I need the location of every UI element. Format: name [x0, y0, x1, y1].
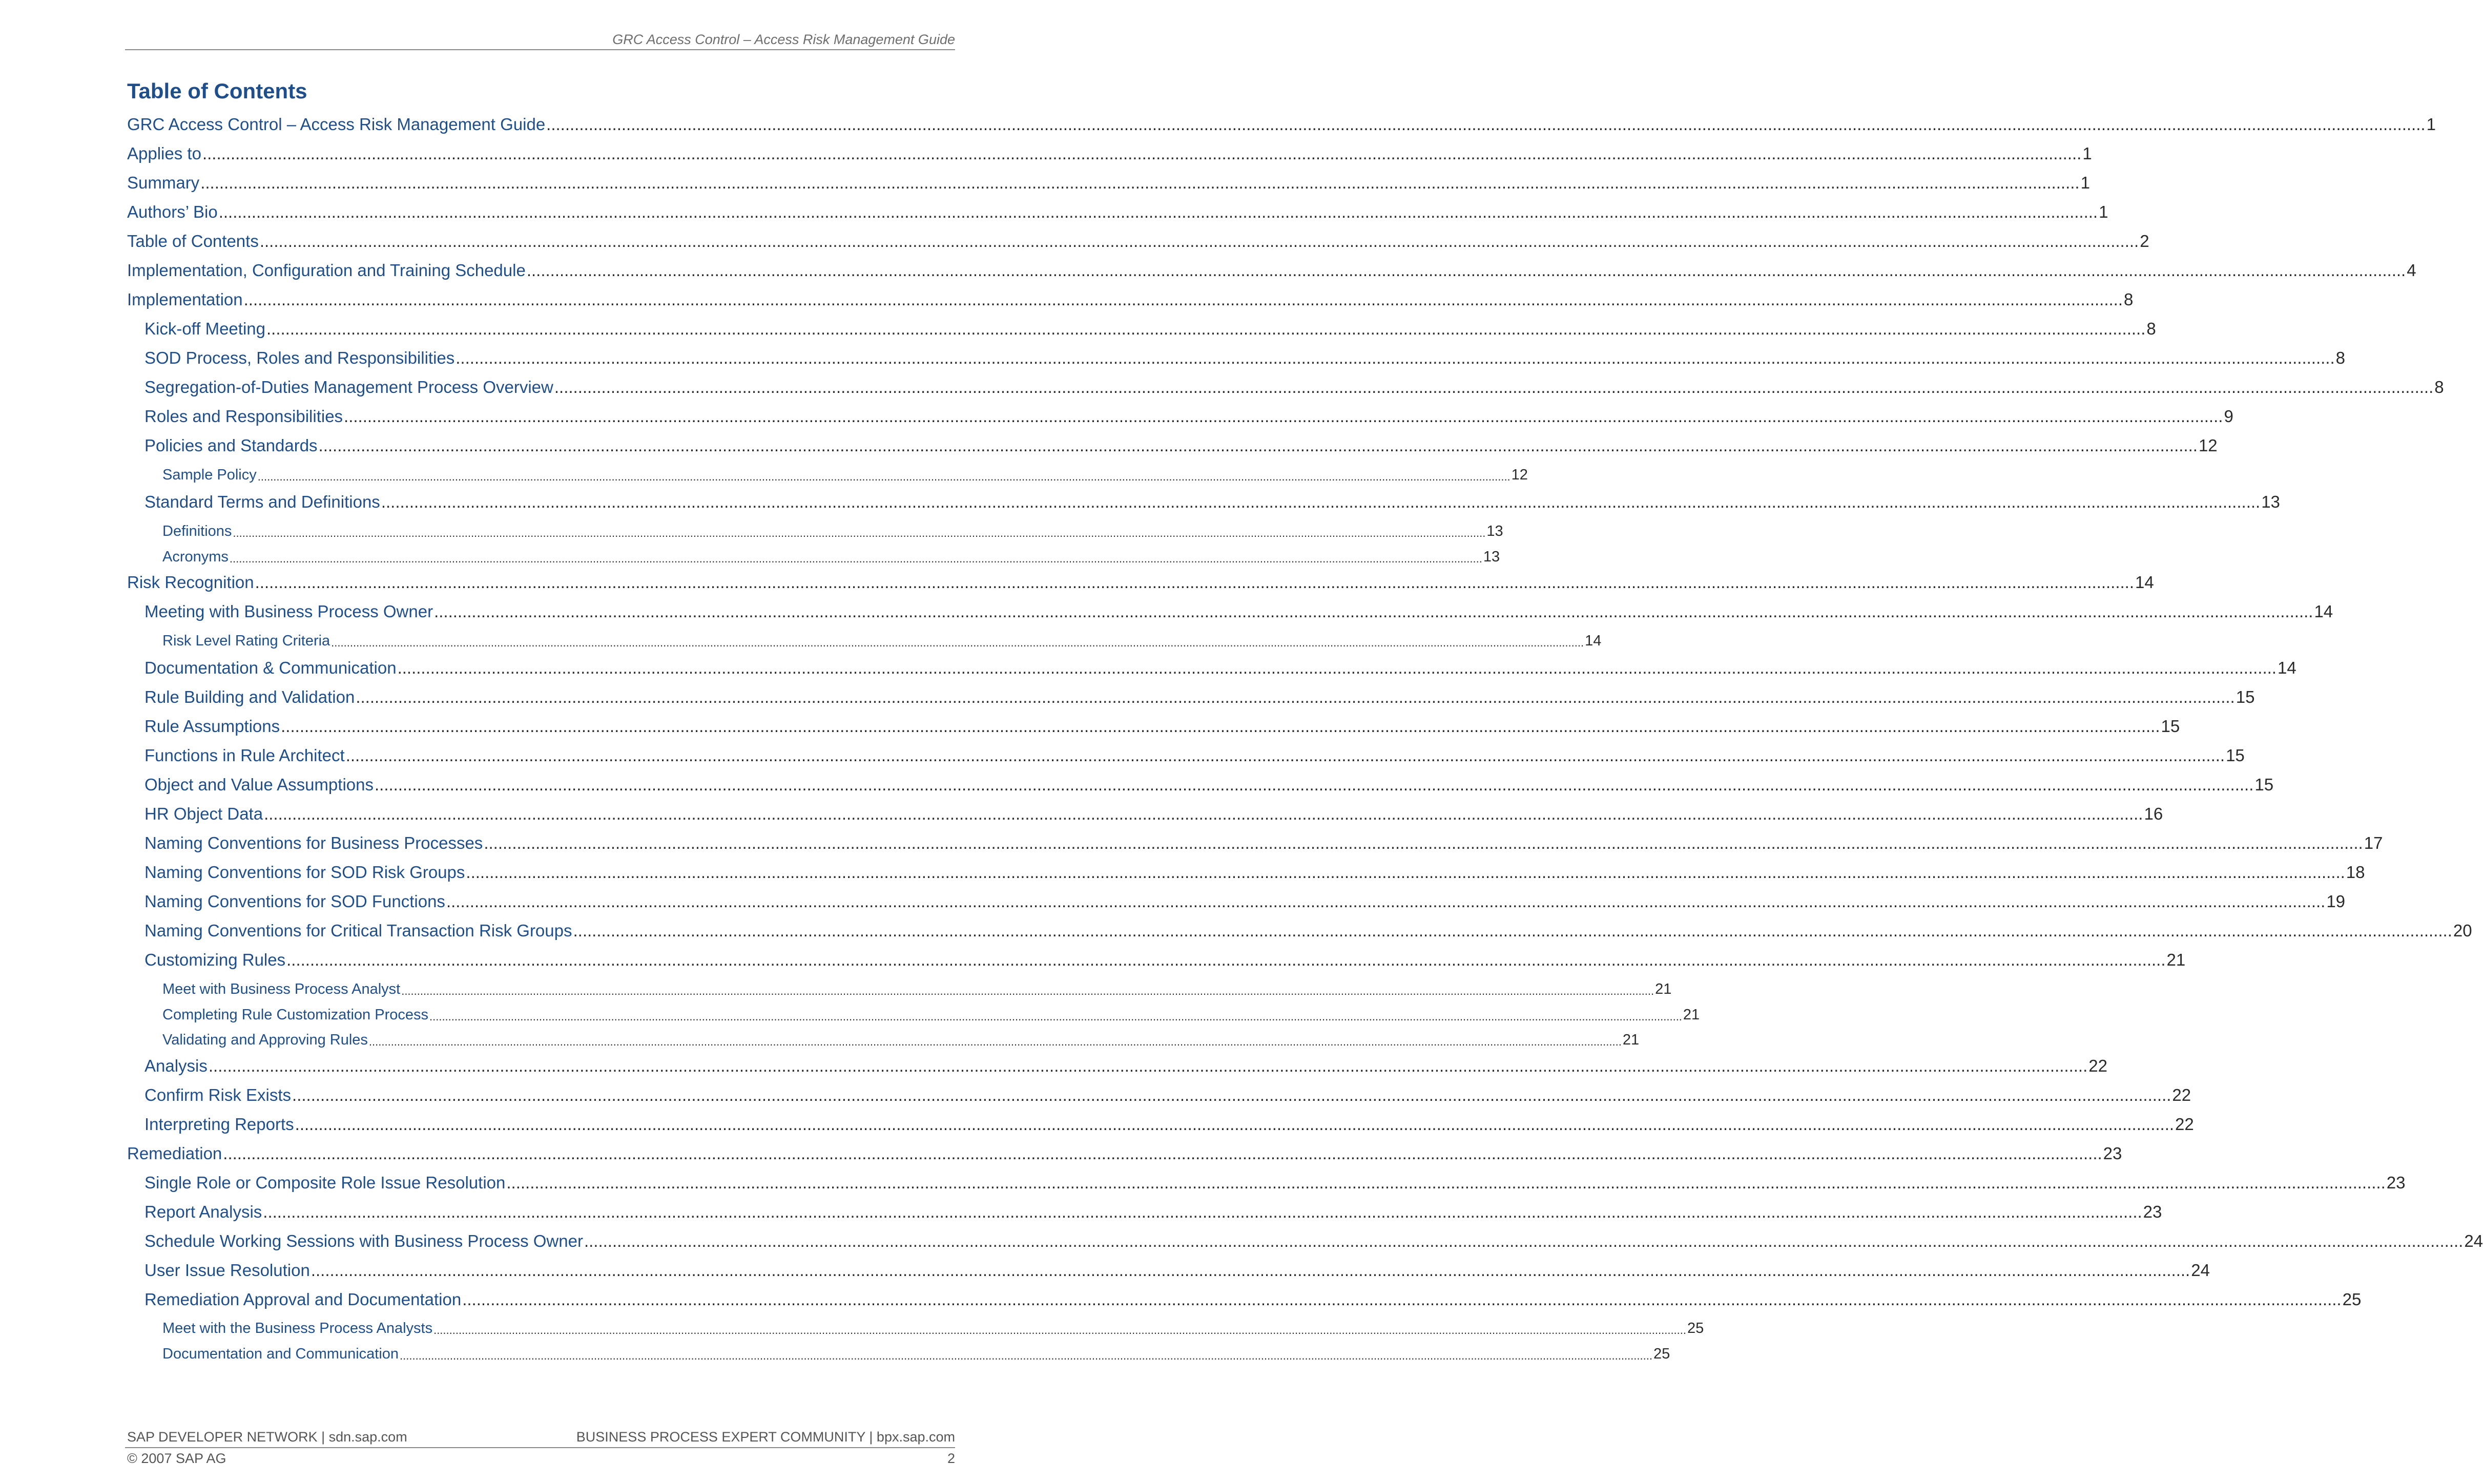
toc-entry-page: 21 — [2166, 950, 2186, 969]
copyright: © 2007 SAP AG — [127, 1451, 226, 1466]
toc-entry-title: Naming Conventions for Critical Transaction Risk Groups — [144, 921, 572, 940]
toc-entry-page: 1 — [2082, 144, 2092, 163]
dot-leader: ................................................................................................................................................................................................................................................................................................................................................................................................................ — [243, 290, 2123, 309]
dot-leader: ................................................................................................................................................................................................................................................................................................................................................................................................................ — [264, 804, 2143, 823]
toc-entry-page: 21 — [1683, 1007, 1700, 1023]
toc-entry-title: Naming Conventions for SOD Risk Groups — [144, 863, 465, 882]
toc-entry-title: Segregation-of-Duties Management Process Overview — [144, 378, 553, 396]
toc-entry-title: Applies to — [127, 144, 201, 163]
toc-entry[interactable] — [127, 1141, 2122, 1163]
toc-entry-page: 23 — [2386, 1173, 2406, 1192]
toc-entry-title: Definitions — [162, 523, 232, 539]
toc-entry[interactable] — [144, 1258, 2210, 1280]
toc-entry-page: 1 — [2099, 202, 2108, 221]
toc-entry[interactable] — [162, 517, 1503, 540]
toc-entry-title: Remediation — [127, 1144, 222, 1163]
toc-entry-title: Analysis — [144, 1056, 208, 1075]
toc-heading: Table of Contents — [127, 79, 307, 103]
toc-entry-page: 1 — [2080, 173, 2090, 192]
toc-entry-title: Acronyms — [162, 549, 229, 565]
toc-entry[interactable] — [144, 599, 2333, 621]
toc-entry-page: 24 — [2464, 1231, 2483, 1250]
toc-entry[interactable] — [127, 170, 2090, 193]
toc-entry[interactable] — [144, 743, 2245, 765]
running-header: GRC Access Control – Access Risk Management Guide — [612, 32, 955, 47]
toc-entry-page: 13 — [1486, 523, 1503, 539]
toc-entry-title: Customizing Rules — [144, 950, 286, 969]
toc-entry[interactable] — [144, 684, 2255, 707]
page-number: 2 — [947, 1451, 955, 1466]
toc-entry-title: Functions in Rule Architect — [144, 746, 345, 765]
dot-leader: ................................................................................................................................................................................................................................................................................................................................................................................................................ — [266, 319, 2146, 338]
toc-entry-title: Policies and Standards — [144, 436, 318, 455]
toc-entry-page: 14 — [2277, 658, 2296, 677]
toc-entry-title: Roles and Responsibilities — [144, 407, 343, 426]
toc-entry-page: 2 — [2140, 232, 2149, 250]
dot-leader: ................................................................................................................................................................................................................................................................................................................................................................................................................ — [257, 470, 1511, 483]
toc-entry-title: Rule Building and Validation — [144, 687, 355, 706]
toc-entry-page: 15 — [2254, 775, 2274, 794]
toc-entry-page: 22 — [2088, 1056, 2107, 1075]
dot-leader: ................................................................................................................................................................................................................................................................................................................................................................................................................ — [484, 833, 2363, 852]
toc-entry[interactable] — [162, 1001, 1700, 1023]
dot-leader: ................................................................................................................................................................................................................................................................................................................................................................................................................ — [374, 775, 2254, 794]
toc-entry[interactable] — [144, 1287, 2362, 1309]
dot-leader: ................................................................................................................................................................................................................................................................................................................................................................................................................ — [368, 1035, 1622, 1048]
dot-leader: ................................................................................................................................................................................................................................................................................................................................................................................................................ — [456, 348, 2335, 367]
toc-entry-title: Meet with Business Process Analyst — [162, 981, 401, 997]
dot-leader: ................................................................................................................................................................................................................................................................................................................................................................................................................ — [292, 1085, 2171, 1104]
toc-entry[interactable] — [162, 543, 1500, 566]
toc-entry-page: 16 — [2144, 804, 2163, 823]
dot-leader: ................................................................................................................................................................................................................................................................................................................................................................................................................ — [255, 573, 2135, 592]
dot-leader: ................................................................................................................................................................................................................................................................................................................................................................................................................ — [286, 950, 2166, 969]
dot-leader: ................................................................................................................................................................................................................................................................................................................................................................................................................ — [356, 687, 2235, 706]
toc-entry-title: Object and Value Assumptions — [144, 775, 374, 794]
toc-entry-title: Schedule Working Sessions with Business Process Owner — [144, 1231, 583, 1250]
dot-leader: ................................................................................................................................................................................................................................................................................................................................................................................................................ — [281, 717, 2160, 736]
toc-entry-page: 24 — [2191, 1261, 2210, 1280]
toc-entry[interactable] — [144, 1082, 2191, 1105]
dot-leader: ................................................................................................................................................................................................................................................................................................................................................................................................................ — [526, 261, 2406, 280]
toc-entry-page: 14 — [2135, 573, 2154, 592]
toc-entry-title: Validating and Approving Rules — [162, 1032, 368, 1048]
toc-entry[interactable] — [127, 141, 2092, 163]
toc-entry-title: Remediation Approval and Documentation — [144, 1290, 462, 1309]
dot-leader: ................................................................................................................................................................................................................................................................................................................................................................................................................ — [208, 1056, 2088, 1075]
dot-leader: ................................................................................................................................................................................................................................................................................................................................................................................................................ — [466, 863, 2345, 882]
toc-entry-title: User Issue Resolution — [144, 1261, 310, 1280]
toc-entry-title: Completing Rule Customization Process — [162, 1007, 428, 1023]
toc-entry-title: Documentation & Communication — [144, 658, 397, 677]
toc-entry-page: 14 — [1585, 633, 1602, 649]
toc-entry-page: 19 — [2326, 892, 2346, 911]
toc-entry[interactable] — [127, 228, 2149, 251]
toc-entry[interactable] — [144, 947, 2186, 970]
toc-entry[interactable] — [144, 1228, 2483, 1251]
footer-sdn: SAP DEVELOPER NETWORK | sdn.sap.com — [127, 1429, 407, 1445]
dot-leader: ................................................................................................................................................................................................................................................................................................................................................................................................................ — [434, 602, 2313, 621]
toc-entry-page: 20 — [2453, 921, 2472, 940]
toc-entry[interactable] — [144, 714, 2180, 736]
toc-entry-page: 25 — [1653, 1346, 1670, 1362]
dot-leader: ................................................................................................................................................................................................................................................................................................................................................................................................................ — [401, 985, 1654, 997]
toc-entry-page: 9 — [2224, 407, 2233, 426]
toc-entry-page: 22 — [2172, 1085, 2191, 1104]
toc-entry-page: 21 — [1622, 1032, 1640, 1048]
toc-entry-title: HR Object Data — [144, 804, 263, 823]
toc-entry[interactable] — [144, 404, 2233, 426]
toc-entry-title: Risk Level Rating Criteria — [162, 633, 330, 649]
toc-entry-title: Rule Assumptions — [144, 717, 280, 736]
toc-entry-page: 4 — [2407, 261, 2416, 280]
toc-entry-title: Summary — [127, 173, 200, 192]
dot-leader: ................................................................................................................................................................................................................................................................................................................................................................................................................ — [263, 1202, 2142, 1221]
toc-entry[interactable] — [162, 1026, 1640, 1049]
dot-leader: ................................................................................................................................................................................................................................................................................................................................................................................................................ — [433, 1324, 1686, 1336]
dot-leader: ................................................................................................................................................................................................................................................................................................................................................................................................................ — [462, 1290, 2342, 1309]
dot-leader: ................................................................................................................................................................................................................................................................................................................................................................................................................ — [573, 921, 2452, 940]
toc-entry-page: 23 — [2143, 1202, 2162, 1221]
toc-entry-page: 22 — [2175, 1115, 2194, 1134]
toc-entry[interactable] — [144, 1170, 2406, 1193]
toc-entry[interactable] — [144, 374, 2444, 397]
toc-entry[interactable] — [144, 1199, 2162, 1222]
toc-entry-page: 14 — [2314, 602, 2333, 621]
toc-entry-title: Report Analysis — [144, 1202, 262, 1221]
toc-entry-page: 17 — [2364, 833, 2383, 852]
toc-entry-title: Standard Terms and Definitions — [144, 492, 380, 511]
toc-entry[interactable] — [144, 655, 2296, 678]
dot-leader: ................................................................................................................................................................................................................................................................................................................................................................................................................ — [311, 1261, 2190, 1280]
dot-leader: ................................................................................................................................................................................................................................................................................................................................................................................................................ — [429, 1010, 1682, 1023]
toc-entry-title: Naming Conventions for Business Processes — [144, 833, 483, 852]
dot-leader: ................................................................................................................................................................................................................................................................................................................................................................................................................ — [200, 173, 2080, 192]
toc-entry-page: 25 — [1687, 1320, 1704, 1336]
toc-entry[interactable] — [162, 1340, 1670, 1363]
toc-entry-title: SOD Process, Roles and Responsibilities — [144, 348, 455, 367]
toc-entry-title: Meet with the Business Process Analysts — [162, 1320, 433, 1336]
toc-entry[interactable] — [127, 287, 2134, 309]
toc-entry-title: Table of Contents — [127, 232, 259, 250]
toc-entry[interactable] — [127, 570, 2154, 592]
toc-entry-title: Single Role or Composite Role Issue Resolution — [144, 1173, 506, 1192]
toc-entry-title: GRC Access Control – Access Risk Management Guide — [127, 115, 546, 134]
toc-entry-page: 21 — [1655, 981, 1672, 997]
toc-entry-page: 12 — [1511, 467, 1528, 483]
toc-entry-title: Kick-off Meeting — [144, 319, 265, 338]
toc-entry-title: Implementation, Configuration and Training Schedule — [127, 261, 526, 280]
toc-entry-page: 15 — [2161, 717, 2180, 736]
toc-entry[interactable] — [144, 889, 2346, 911]
dot-leader: ................................................................................................................................................................................................................................................................................................................................................................................................................ — [397, 658, 2277, 677]
dot-leader: ................................................................................................................................................................................................................................................................................................................................................................................................................ — [202, 144, 2082, 163]
toc-entry-page: 13 — [1483, 549, 1500, 565]
toc-entry-page: 23 — [2103, 1144, 2122, 1163]
toc-entry[interactable] — [144, 433, 2218, 455]
toc-entry-page: 25 — [2342, 1290, 2362, 1309]
dot-leader: ................................................................................................................................................................................................................................................................................................................................................................................................................ — [446, 892, 2326, 911]
dot-leader: ................................................................................................................................................................................................................................................................................................................................................................................................................ — [233, 527, 1486, 539]
footer-divider — [125, 1447, 955, 1448]
toc-entry[interactable] — [144, 772, 2274, 795]
toc-entry[interactable] — [127, 258, 2416, 280]
toc-entry-page: 8 — [2434, 378, 2444, 396]
toc-entry[interactable] — [162, 627, 1602, 650]
dot-leader: ................................................................................................................................................................................................................................................................................................................................................................................................................ — [218, 202, 2098, 221]
dot-leader: ................................................................................................................................................................................................................................................................................................................................................................................................................ — [554, 378, 2434, 396]
dot-leader: ................................................................................................................................................................................................................................................................................................................................................................................................................ — [584, 1231, 2464, 1250]
footer-bpx: BUSINESS PROCESS EXPERT COMMUNITY | bpx.sap.com — [576, 1429, 955, 1445]
toc-entry-title: Interpreting Reports — [144, 1115, 294, 1134]
toc-entry-title: Risk Recognition — [127, 573, 254, 592]
toc-entry[interactable] — [144, 830, 2383, 853]
dot-leader: ................................................................................................................................................................................................................................................................................................................................................................................................................ — [331, 636, 1584, 649]
toc-entry-page: 8 — [2335, 348, 2346, 367]
toc-entry-title: Naming Conventions for SOD Functions — [144, 892, 445, 911]
toc-entry-page: 15 — [2236, 687, 2255, 706]
dot-leader: ................................................................................................................................................................................................................................................................................................................................................................................................................ — [223, 1144, 2102, 1163]
toc-entry[interactable] — [162, 461, 1528, 484]
toc-entry-title: Documentation and Communication — [162, 1346, 399, 1362]
dot-leader: ................................................................................................................................................................................................................................................................................................................................................................................................................ — [259, 232, 2139, 250]
toc-entry-title: Meeting with Business Process Owner — [144, 602, 433, 621]
toc-entry[interactable] — [144, 918, 2472, 940]
dot-leader: ................................................................................................................................................................................................................................................................................................................................................................................................................ — [506, 1173, 2386, 1192]
toc-entry-title: Confirm Risk Exists — [144, 1085, 292, 1104]
toc-entry-title: Implementation — [127, 290, 243, 309]
toc-entry[interactable] — [144, 801, 2163, 824]
toc-entry[interactable] — [162, 1314, 1704, 1337]
toc-entry[interactable] — [127, 112, 2436, 134]
dot-leader: ................................................................................................................................................................................................................................................................................................................................................................................................................ — [345, 746, 2225, 765]
toc-entry-page: 12 — [2198, 436, 2218, 455]
toc-entry[interactable] — [127, 199, 2108, 222]
toc-entry-page: 8 — [2124, 290, 2134, 309]
dot-leader: ................................................................................................................................................................................................................................................................................................................................................................................................................ — [295, 1115, 2175, 1134]
dot-leader: ................................................................................................................................................................................................................................................................................................................................................................................................................ — [318, 436, 2198, 455]
dot-leader: ................................................................................................................................................................................................................................................................................................................................................................................................................ — [229, 552, 1482, 565]
toc-entry-page: 8 — [2146, 319, 2156, 338]
toc-entry-title: Sample Policy — [162, 467, 257, 483]
dot-leader: ................................................................................................................................................................................................................................................................................................................................................................................................................ — [546, 115, 2426, 134]
dot-leader: ................................................................................................................................................................................................................................................................................................................................................................................................................ — [381, 492, 2261, 511]
toc-entry[interactable] — [144, 345, 2346, 368]
toc-entry[interactable] — [162, 975, 1672, 998]
dot-leader: ................................................................................................................................................................................................................................................................................................................................................................................................................ — [344, 407, 2223, 426]
toc-entry-title: Authors’ Bio — [127, 202, 218, 221]
toc-entry[interactable] — [144, 1112, 2194, 1134]
toc-entry-page: 13 — [2261, 492, 2280, 511]
toc-entry-page: 15 — [2226, 746, 2245, 765]
toc-entry-page: 1 — [2426, 115, 2436, 134]
toc-entry[interactable] — [144, 1053, 2107, 1076]
toc-entry[interactable] — [144, 316, 2156, 339]
toc-entry[interactable] — [144, 860, 2365, 882]
toc-entry-page: 18 — [2346, 863, 2365, 882]
toc-entry[interactable] — [144, 489, 2280, 512]
dot-leader: ................................................................................................................................................................................................................................................................................................................................................................................................................ — [400, 1349, 1652, 1362]
